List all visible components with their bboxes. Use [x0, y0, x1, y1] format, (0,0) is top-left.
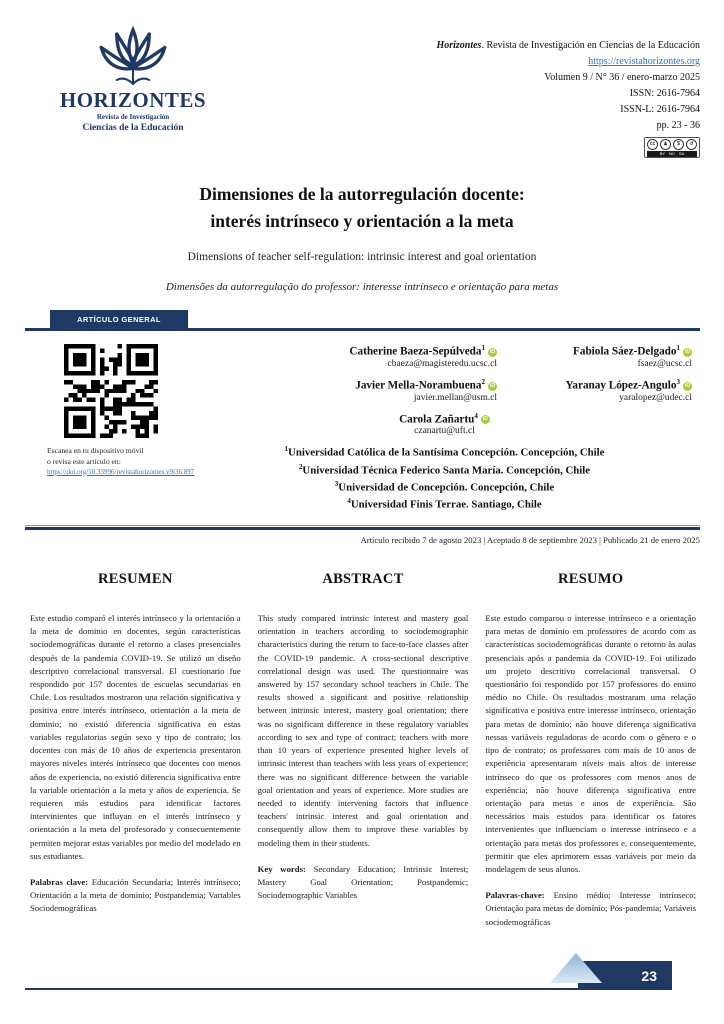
authors-column — [197, 344, 692, 513]
footer-rule — [25, 988, 587, 991]
cc-nc-icon: $ — [673, 139, 684, 150]
header — [0, 0, 724, 161]
qr-caption: Escanea en tu dispositivo móvil o revisa este artículo en: — [47, 446, 144, 466]
orcid-icon[interactable]: iD — [685, 348, 690, 355]
authors-section — [0, 331, 724, 513]
issn-l-line: ISSN-L: 2616-7964 — [620, 104, 700, 115]
abstract-keywords: Key words: Secondary Education; Intrinsic Interest; Mastery Goal Orientation; Postpandemic; Sociodemographic Variables — [257, 863, 469, 901]
orcid-icon[interactable]: iD — [685, 382, 690, 389]
author-3: Javier Mella-Norambuena$^2$ iD javier.mellan@usm.cl — [197, 378, 497, 403]
abstracts-row — [0, 545, 724, 929]
logo-subtitle-1: Revista de Investigación — [96, 113, 170, 121]
author-email: cbaeza@magisteredu.ucsc.cl — [387, 358, 497, 369]
article-title-portuguese: Dimensões da autorregulação do professor: interesse intrínseco e orientação para metas — [165, 281, 559, 294]
footer-triangle-decoration — [550, 953, 602, 988]
lotus-flower-icon — [58, 26, 208, 88]
cc-license-labels: BY NC SA — [647, 151, 697, 157]
journal-url-link[interactable]: https://revistahorizontes.org — [588, 56, 700, 67]
author-email: fsaez@ucsc.cl — [637, 358, 692, 369]
article-type-badge: ARTÍCULO GENERAL — [50, 310, 188, 328]
volume-line: Volumen 9 / N° 36 / enero-marzo 2025 — [544, 72, 700, 83]
qr-column — [47, 344, 197, 513]
doi-link[interactable]: https://doi.org/10.33996/revistahorizontes.v9i36.897 — [47, 467, 195, 476]
pages-line: pp. 23 - 36 — [656, 120, 700, 131]
affiliation-2: $^2$Universidad Técnica Federico Santa María. Concepción, Chile — [298, 462, 591, 477]
journal-logo — [58, 26, 208, 133]
resumo-heading: RESUMO — [557, 570, 624, 587]
cc-sa-icon: ↺ — [686, 139, 697, 150]
abstract-body: This study compared intrinsic interest and mastery goal orientation in teachers according to sociodemographic characteristics during the return to face-to-face classes after the COVID-19 pandemic. A cross-sectional descriptive correlational design was used. The questionnaire was answered by 157 secondary school teachers in Chile. The results showed a significant and positive relationship between intrinsic interest, mastery goal orientation; there was no significant difference in these regulatory variables according to sex and type of contract; teachers with more than 10 years of experience presented higher levels of intrinsic interest than teachers with less years of experience; there was no significant difference between the variable goal orientation and years of experience. More studies are needed to identify intervening factors that influence teachers' intrinsic interest and goal orientation and consequently allow them to improve these variables by modeling them in their students. — [257, 612, 469, 848]
qr-code — [64, 344, 158, 438]
affiliations — [197, 444, 692, 513]
page-number: 23 — [641, 967, 657, 984]
resumen-keywords: Palabras clave: Educación Secundaria; Interés intrínseco; Orientación a la meta de dominio; Postpandemia; Variables Sociodemográficas — [30, 877, 241, 914]
resumo-keywords: Palavras-chave: Ensino médio; Interesse intrínseco; Orientação para metas de domínio; Pós-pandemia; Variáveis sociodemográficas — [485, 890, 697, 927]
article-title-spanish: Dimensiones de la autorregulación docente: interés intrínseco y orientación a la meta — [199, 184, 525, 232]
resumo-column — [485, 571, 696, 929]
article-title-english: Dimensions of teacher self-regulation: intrinsic interest and goal orientation — [187, 251, 537, 264]
orcid-icon[interactable]: iD — [482, 416, 488, 423]
orcid-icon[interactable]: iD — [490, 348, 495, 355]
author-5: Carola Zañartu$^4$ iD czanartu@uft.cl — [197, 412, 692, 437]
affiliation-4: $^4$Universidad Finis Terrae. Santiago, Chile — [347, 497, 542, 511]
article-dates: Artículo recibido 7 de agosto 2023 | Aceptado 8 de septiembre 2023 | Publicado 21 de enero 2025 — [360, 534, 700, 545]
author-2: Fabiola Sáez-Delgado$^1$ iD fsaez@ucsc.cl — [502, 344, 692, 369]
resumen-column — [30, 571, 241, 929]
article-type-rule — [25, 309, 700, 331]
resumen-heading: RESUMEN — [98, 570, 173, 587]
orcid-icon[interactable]: iD — [490, 382, 495, 389]
issn-line: ISSN: 2616-7964 — [629, 88, 700, 99]
author-email: czanartu@uft.cl — [414, 426, 475, 437]
author-1: Catherine Baeza-Sepúlveda$^1$ iD cbaeza@magisteredu.ucsc.cl — [197, 344, 497, 369]
abstract-heading: ABSTRACT — [322, 570, 404, 587]
resumo-body: Este estudo comparou o interesse intrínseco e a orientação para metas de domínio em professores de acordo com as características sociodemográficas durante o retorno às aulas presenciais após a pandemia da COVID-19. Foi utilizado um projeto descritivo correlacional transversal. O questionário foi respondido por 157 professores do ensino médio no Chile. Os resultados mostraram uma relação significativa e positiva entre interesse intrínseco, orientação para metas de domínio; não houve diferença significativa nessas variáveis reguladoras de acordo com o gênero e o tipo de contrato; os professores com mais de 10 anos de experiência apresentaram níveis mais altos de interesse intrínseco do que os professores com menos anos de experiência; não houve diferença significativa entre orientação para metas e anos de experiência. São necessários mais estudos para identificar os fatores intervenientes que influenciam o interesse intrínseco e a orientação para metas dos professores e, consequentemente, permitir que eles aprimorem essas variáveis por meio da modelagem de seus alunos. — [485, 612, 697, 875]
journal-title-line: Horizontes. Revista de Investigación en Ciencias de la Educación — [436, 40, 700, 51]
abstract-column — [258, 571, 469, 929]
cc-by-icon: ♟ — [660, 139, 671, 150]
resumen-body: Este estudio comparó el interés intrínseco y la orientación a la meta de dominio en docentes, según características sociodemográficas durante el retorno a clases presenciales después de la pandemia COVID-19. Se utilizó un diseño descriptivo correlacional transversal. El cuestionario fue respondido por 157 docentes de escuelas secundarias en Chile. Los resultados mostraron una relación significativa y positiva entre interés intrínseco, orientación a la meta de dominio; no existió diferencia significativa en estas variables regulatorias según sexo y tipo de contrato; los docentes con más de 10 años de experiencia presentaron mayores niveles interés intrínseco que docentes con menos años de experiencia, no existió diferencia significativa entre la variable orientación a la meta y años de experiencia. Se requieren más estudios para identificar factores intervinientes que influyan en el interés intrínseco y orientación a la meta del profesorado y consecuentemente permiten mejorar estas variables por medio del modelado en sus estudiantes. — [30, 612, 241, 861]
author-email: javier.mellan@usm.cl — [413, 392, 497, 403]
logo-subtitle-2: Ciencias de la Educación — [82, 123, 184, 133]
cc-license-badge — [644, 137, 700, 158]
author-email: yaralopez@udec.cl — [619, 392, 692, 403]
author-4: Yaranay López-Angulo$^3$ iD yaralopez@udec.cl — [502, 378, 692, 403]
affiliation-3: $^3$Universidad de Concepción. Concepción, Chile — [334, 479, 555, 494]
logo-wordmark: HORIZONTES — [59, 88, 207, 112]
affiliation-1: $^1$Universidad Católica de la Santísima Concepción. Concepción, Chile — [284, 445, 605, 460]
journal-info — [436, 26, 700, 161]
cc-icon: cc — [647, 139, 658, 150]
section-divider — [25, 525, 700, 530]
